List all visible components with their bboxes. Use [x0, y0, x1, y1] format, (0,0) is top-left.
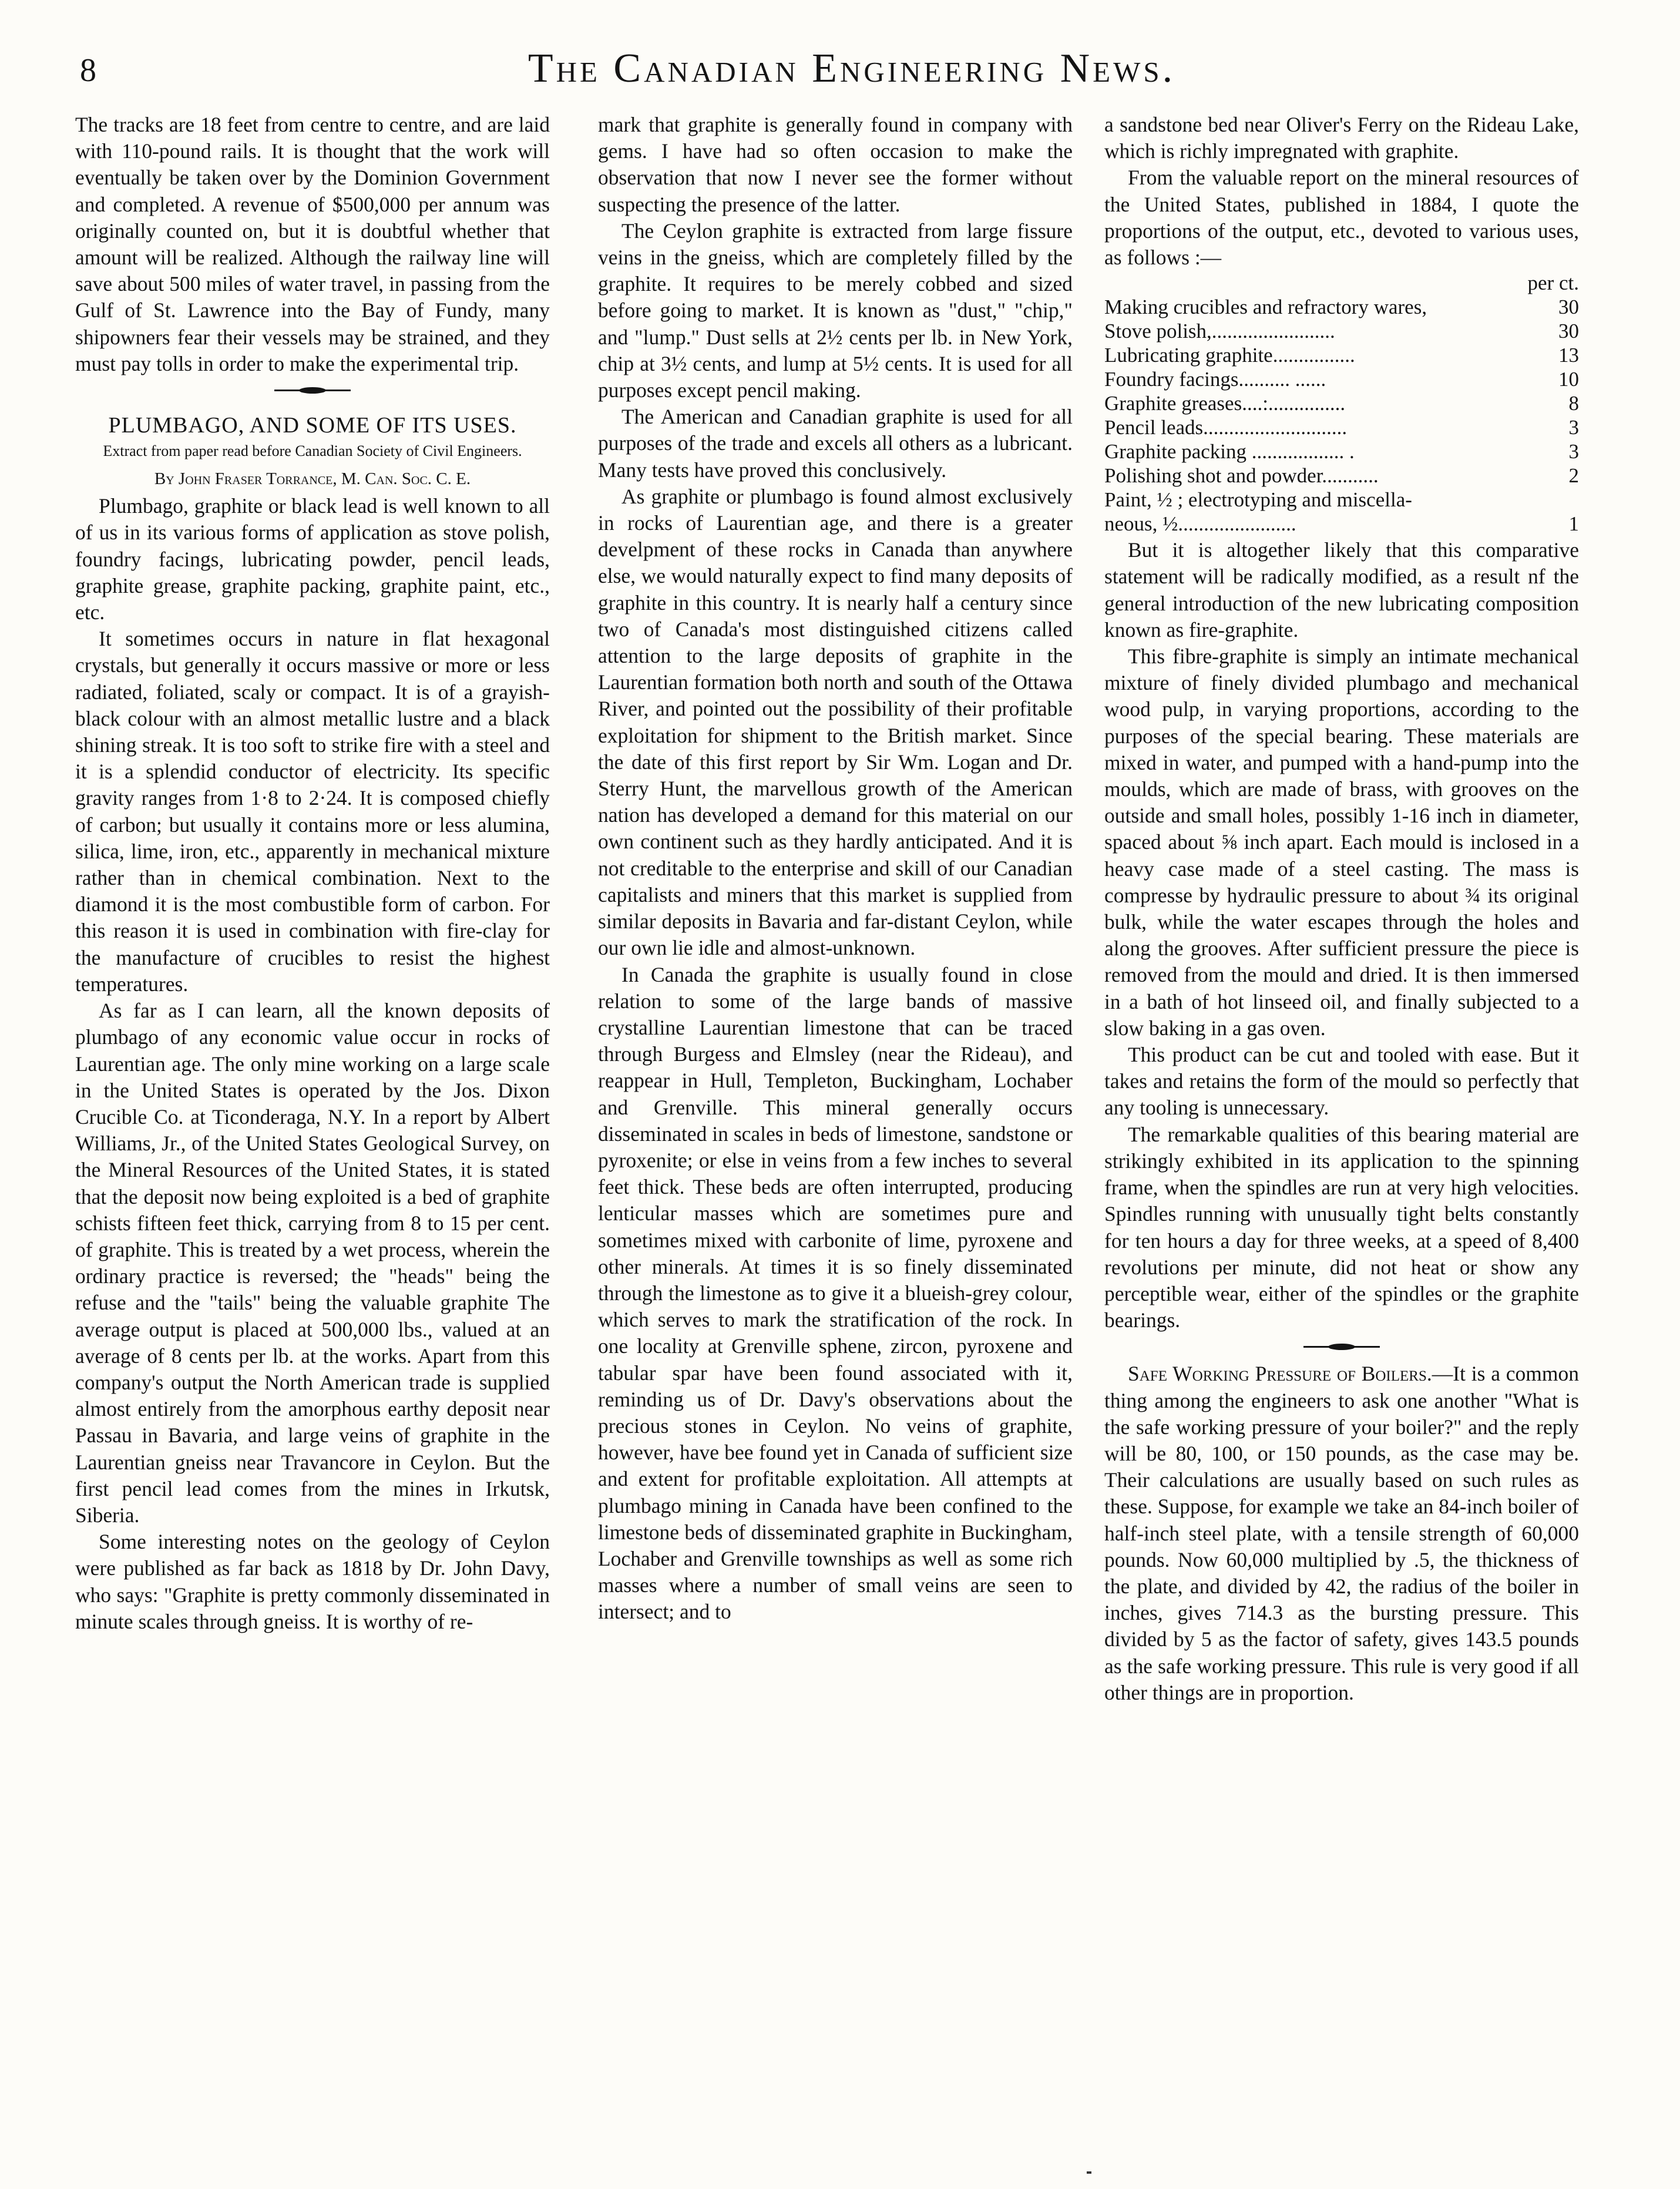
uses-value: 13: [1558, 344, 1579, 367]
page-number: 8: [80, 52, 96, 89]
paragraph: In Canada the graphite is usually found in close relation to some of the large bands of massive crystalline Laurentian limestone that can be traced through Burgess and Elmsley (near the Rideau), and reappear in Hull, Templeton, Buckingham, Lochaber and Grenville. This mineral generally occurs disseminated in scales in beds of limestone, sandstone or pyroxenite; or else in veins from a few inches to several feet thick. These beds are often interrupted, producing lenticular masses which are sometimes pure and sometimes mixed with carbonite of lime, pyroxene and other minerals. At times it is so finely disseminated through the limestone as to give it a blueish-grey colour, which serves to mark the stratification of the rock. In one locality at Grenville sphene, zircon, pyroxene and tabular spar have been found associated with it, reminding us of Dr. Davy's observations about the precious stones in Ceylon. No veins of graphite, however, have bee found yet in Canada of sufficient size and extent for profitable exploitation. All attempts at plumbago mining in Canada have been confined to the limestone beds of disseminated graphite in Buckingham, Lochaber and Grenville townships as well as some rich masses where a number of small veins are seen to intersect; and to: [598, 962, 1073, 1624]
boilers-text: —It is a common thing among the engineers to ask one another "What is the safe working pressure of your boiler?" and the reply will be 80, 100, or 150 pounds, as the case may be. Their calculations are usually based on such rules as these. Suppose, for example we take an 84-inch boiler of half-inch steel plate, with a tensile strength of 60,000 pounds. Now 60,000 multiplied by .5, the thickness of the plate, and divided by 42, the radius of the boiler in inches, gives 714.3 as the bursting pressure. This divided by 5 as the factor of safety, gives 143.5 pounds as the safe working pressure. This rule is very good if all other things are in proportion.: [1104, 1362, 1579, 1704]
paragraph: Plumbago, graphite or black lead is well known to all of us in its various forms of application as stove polish, foundry facings, lubricating powder, pencil leads, graphite grease, graphite packing, graphite paint, etc., etc.: [75, 494, 550, 625]
article-title: PLUMBAGO, AND SOME OF ITS USES.: [108, 413, 517, 438]
uses-item: Foundry facings.......... ......: [1104, 368, 1326, 391]
masthead-title: The Canadian Engineering News.: [527, 46, 1176, 91]
column-3: [1104, 112, 1579, 1706]
paragraph: The American and Canadian graphite is used for all purposes of the trade and excels all others as a lubricant. Many tests have proved this conclusively.: [598, 405, 1073, 482]
paragraph: The remarkable qualities of this bearing material are strikingly exhibited in its application to the spinning frame, when the spindles are run at very high velocities. Spindles running with unusually tight belts constantly for ten hours a day for three weeks, at a speed of 8,400 revolutions per minute, did not heat or show any perceptible wear, either of the spindles or the graphite bearings.: [1104, 1122, 1579, 1332]
uses-value: 30: [1558, 320, 1579, 343]
paragraph: a sandstone bed near Oliver's Ferry on the Rideau Lake, which is richly impregnated with graphite.: [1104, 113, 1579, 163]
intro-paragraph: The tracks are 18 feet from centre to centre, and are laid with 110-pound rails. It is thought that the work will eventually be taken over by the Dominion Government and completed. A revenue of $500,000 per annum was originally counted on, but it is doubtful whether that amount will be realized. Although the railway line will save about 500 miles of water travel, in passing from the Gulf of St. Lawrence into the Bay of Fundy, many shipowners fear their vessels may be strained, and they must pay tolls in order to make the experimental trip.: [75, 113, 550, 375]
uses-item: Graphite packing .................. .: [1104, 440, 1355, 464]
article-subtitle: Extract from paper read before Canadian Society of Civil Engineers.: [103, 442, 522, 460]
uses-value: 10: [1558, 368, 1579, 391]
uses-value: 3: [1568, 440, 1579, 464]
paragraph: mark that graphite is generally found in company with gems. I have had so often occasion to make the observation that now I never see the former without suspecting the presence of the latter.: [598, 113, 1073, 216]
paragraph: The Ceylon graphite is extracted from large fissure veins in the gneiss, which are completely filled by the graphite. It requires to be merely cobbed and sized before going to market. It is known as "dust," "chip," and "lump." Dust sells at 2½ cents per lb. in New York, chip at 3½ cents, and lump at 5½ cents. It is used for all purposes except pencil making.: [598, 219, 1073, 402]
print-mark: [1087, 2171, 1091, 2174]
uses-item: Making crucibles and refractory wares,: [1104, 296, 1427, 319]
paragraph: This product can be cut and tooled with ease. But it takes and retains the form of the mould so perfectly that any tooling is unnecessary.: [1104, 1043, 1579, 1120]
paragraph: But it is altogether likely that this comparative statement will be radically modified, as a result nf the general introduction of the new lubricating composition known as fire-graphite.: [1104, 538, 1579, 642]
section-divider: [75, 378, 550, 402]
uses-item: Paint, ½ ; electrotyping and miscella-: [1104, 488, 1412, 512]
table-row: [1104, 295, 1579, 319]
uses-item: Polishing shot and powder...........: [1104, 464, 1379, 488]
uses-table-header-row: [1104, 271, 1579, 295]
table-row: [1104, 439, 1579, 464]
paragraph: Some interesting notes on the geology of Ceylon were published as far back as 1818 by Dr. John Davy, who says: "Graphite is pretty commonly disseminated in minute scales through gneiss. It is worthy of re-: [75, 1530, 550, 1633]
paragraph: As far as I can learn, all the known deposits of plumbago of any economic value occur in rocks of Laurentian age. The only mine working on a large scale in the United States is operated by the Jos. Dixon Crucible Co. at Ticonderaga, N.Y. In a report by Albert Williams, Jr., of the United States Geological Survey, on the Mineral Resources of the United States, it is stated that the deposit now being exploited is a bed of graphite schists fifteen feet thick, carrying from 8 to 15 per cent. of graphite. This is treated by a wet process, wherein the ordinary practice is reversed; the "heads" being the refuse and the "tails" being the valuable graphite The average output is placed at 500,000 lbs., valued at an average of 8 cents per lb. at the works. Apart from this company's output the North American trade is supplied almost entirely from the amorphous earthy deposit near Passau in Bavaria, and large veins of graphite in the Laurentian gneiss near Travancore in Ceylon. But the first pencil lead comes from the mines in Irkutsk, Siberia.: [75, 999, 550, 1527]
paragraph: This fibre-graphite is simply an intimate mechanical mixture of finely divided plumbago and mechanical wood pulp, in varying proportions, according to the purposes of the special bearing. These materials are mixed in water, and pumped with a hand-pump into the moulds, which are made of brass, with grooves on the outside and small holes, possibly 1-16 inch in diameter, spaced about ⅝ inch apart. Each mould is inclosed in a heavy case made of a steel casting. The mass is compresse by hydraulic pressure to about ¾ its original bulk, while the water escapes through the holes and along the grooves. After sufficient pressure the piece is removed from the mould and dried. It is then immersed in a bath of hot linseed oil, and finally subjected to a slow baking in a gas oven.: [1104, 644, 1579, 1040]
table-row: [1104, 343, 1579, 367]
article-byline: By John Fraser Torrance, M. Can. Soc. C. E.: [154, 469, 471, 489]
uses-table: [1104, 271, 1579, 536]
uses-value: 2: [1568, 464, 1579, 488]
uses-item: Stove polish,........................: [1104, 320, 1335, 343]
paragraph: As graphite or plumbago is found almost exclusively in rocks of Laurentian age, and there is a greater develpment of these rocks in Canada than anywhere else, we would naturally expect to find many deposits of graphite in this country. It is nearly half a century since two of Canada's most distinguished citizens called attention to the large deposits of graphite in the Laurentian formation both north and south of the Ottawa River, and pointed out the possibility of their profitable exploitation for shipment to the British market. Since the date of this first report by Sir Wm. Logan and Dr. Sterry Hunt, the marvellous growth of the American nation has developed a demand for this material on our own continent such as they hardly anticipated. And it is not creditable to the enterprise and skill of our Canadian capitalists and miners that this market is supplied from similar deposits in Bavaria and far-distant Ceylon, while our own lie idle and almost-unknown.: [598, 484, 1073, 960]
uses-item: Pencil leads............................: [1104, 416, 1348, 439]
table-row: [1104, 488, 1579, 512]
uses-value: 1: [1568, 512, 1579, 536]
table-row: [1104, 319, 1579, 343]
column-1: [75, 112, 550, 1635]
uses-item: neous, ½.......................: [1104, 512, 1296, 536]
table-row: [1104, 415, 1579, 439]
uses-item: Lubricating graphite................: [1104, 344, 1355, 367]
uses-item: Graphite greases....:...............: [1104, 392, 1346, 415]
column-2: [598, 112, 1073, 1626]
table-row: [1104, 391, 1579, 415]
paragraph: From the valuable report on the mineral resources of the United States, published in 1884, I quote the proportions of the output, etc., devoted to various uses, as follows :—: [1104, 166, 1579, 270]
boilers-heading: Safe Working Pressure of Boilers.: [1128, 1362, 1432, 1386]
table-row: [1104, 512, 1579, 536]
uses-value: 8: [1568, 392, 1579, 415]
uses-table-header: per ct.: [1527, 271, 1579, 295]
paragraph: It sometimes occurs in nature in flat hexagonal crystals, but generally it occurs massive or more or less radiated, foliated, scaly or compact. It is of a grayish-black colour with an almost metallic lustre and a black shining streak. It is too soft to strike fire with a steel and it is a splendid conductor of electricity. Its specific gravity ranges from 1·8 to 2·24. It is composed chiefly of carbon; but usually it contains more or less alumina, silica, lime, iron, etc., apparently in mechanical mixture rather than in chemical combination. Next to the diamond it is the most combustible form of carbon. For this reason it is used in combination with fire-clay for the manufacture of crucibles to resist the highest temperatures.: [75, 627, 550, 996]
table-row: [1104, 367, 1579, 391]
uses-value: 3: [1568, 416, 1579, 439]
uses-value: 30: [1558, 296, 1579, 319]
table-row: [1104, 464, 1579, 488]
boilers-paragraph: [1104, 1361, 1579, 1706]
section-divider: [1104, 1335, 1579, 1358]
